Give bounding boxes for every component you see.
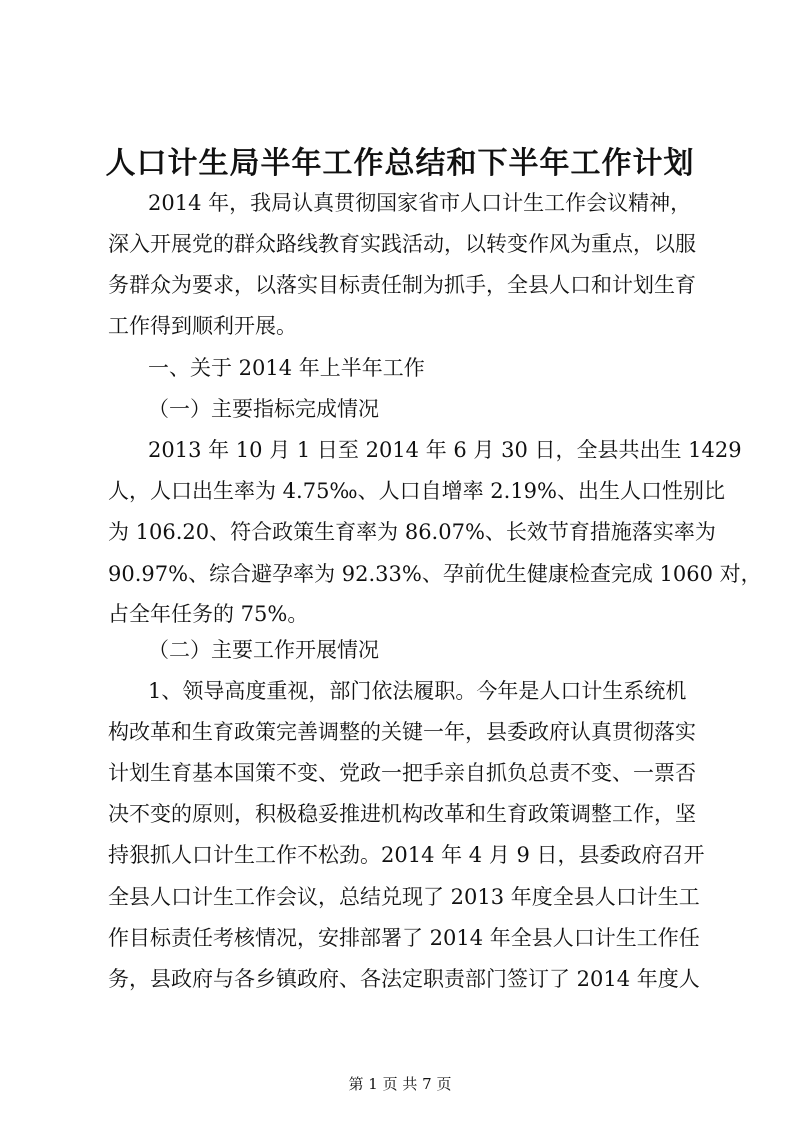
- page-footer: 第 1 页 共 7 页: [348, 1075, 452, 1093]
- paragraph-line: 构改革和生育政策完善调整的关键一年，县委政府认真贯彻落实: [108, 720, 696, 744]
- paragraph-line: 人，人口出生率为 4.75‰、人口自增率 2.19%、出生人口性别比: [108, 479, 725, 503]
- paragraph-line: 占全年任务的 75%。: [108, 602, 309, 626]
- paragraph-line: 工作得到顺利开展。: [108, 314, 297, 338]
- paragraph-line: 1、领导高度重视，部门依法履职。今年是人口计生系统机: [148, 679, 687, 703]
- section-heading: 一、关于 2014 年上半年工作: [148, 356, 425, 380]
- paragraph-line: 决不变的原则，积极稳妥推进机构改革和生育政策调整工作，坚: [108, 802, 696, 826]
- subsection-heading: （一）主要指标完成情况: [148, 397, 379, 421]
- paragraph-line: 作目标责任考核情况，安排部署了 2014 年全县人口计生工作任: [108, 926, 700, 950]
- paragraph-line: 90.97%、综合避孕率为 92.33%、孕前优生健康检查完成 1060 对，: [108, 562, 762, 586]
- paragraph-line: 务群众为要求，以落实目标责任制为抓手，全县人口和计划生育: [108, 273, 696, 297]
- paragraph-line: 全县人口计生工作会议，总结兑现了 2013 年度全县人口计生工: [108, 885, 700, 909]
- paragraph-line: 2013 年 10 月 1 日至 2014 年 6 月 30 日，全县共出生 1429: [148, 438, 742, 462]
- document-title: 人口计生局半年工作总结和下半年工作计划: [105, 146, 695, 181]
- paragraph-line: 深入开展党的群众路线教育实践活动，以转变作风为重点，以服: [108, 232, 696, 256]
- paragraph-line: 2014 年，我局认真贯彻国家省市人口计生工作会议精神，: [148, 191, 692, 215]
- paragraph-line: 为 106.20、符合政策生育率为 86.07%、长效节育措施落实率为: [108, 520, 716, 544]
- subsection-heading: （二）主要工作开展情况: [148, 638, 379, 662]
- paragraph-line: 持狠抓人口计生工作不松劲。2014 年 4 月 9 日，县委政府召开: [108, 843, 705, 867]
- paragraph-line: 务，县政府与各乡镇政府、各法定职责部门签订了 2014 年度人: [108, 967, 700, 991]
- paragraph-line: 计划生育基本国策不变、党政一把手亲自抓负总责不变、一票否: [108, 761, 696, 785]
